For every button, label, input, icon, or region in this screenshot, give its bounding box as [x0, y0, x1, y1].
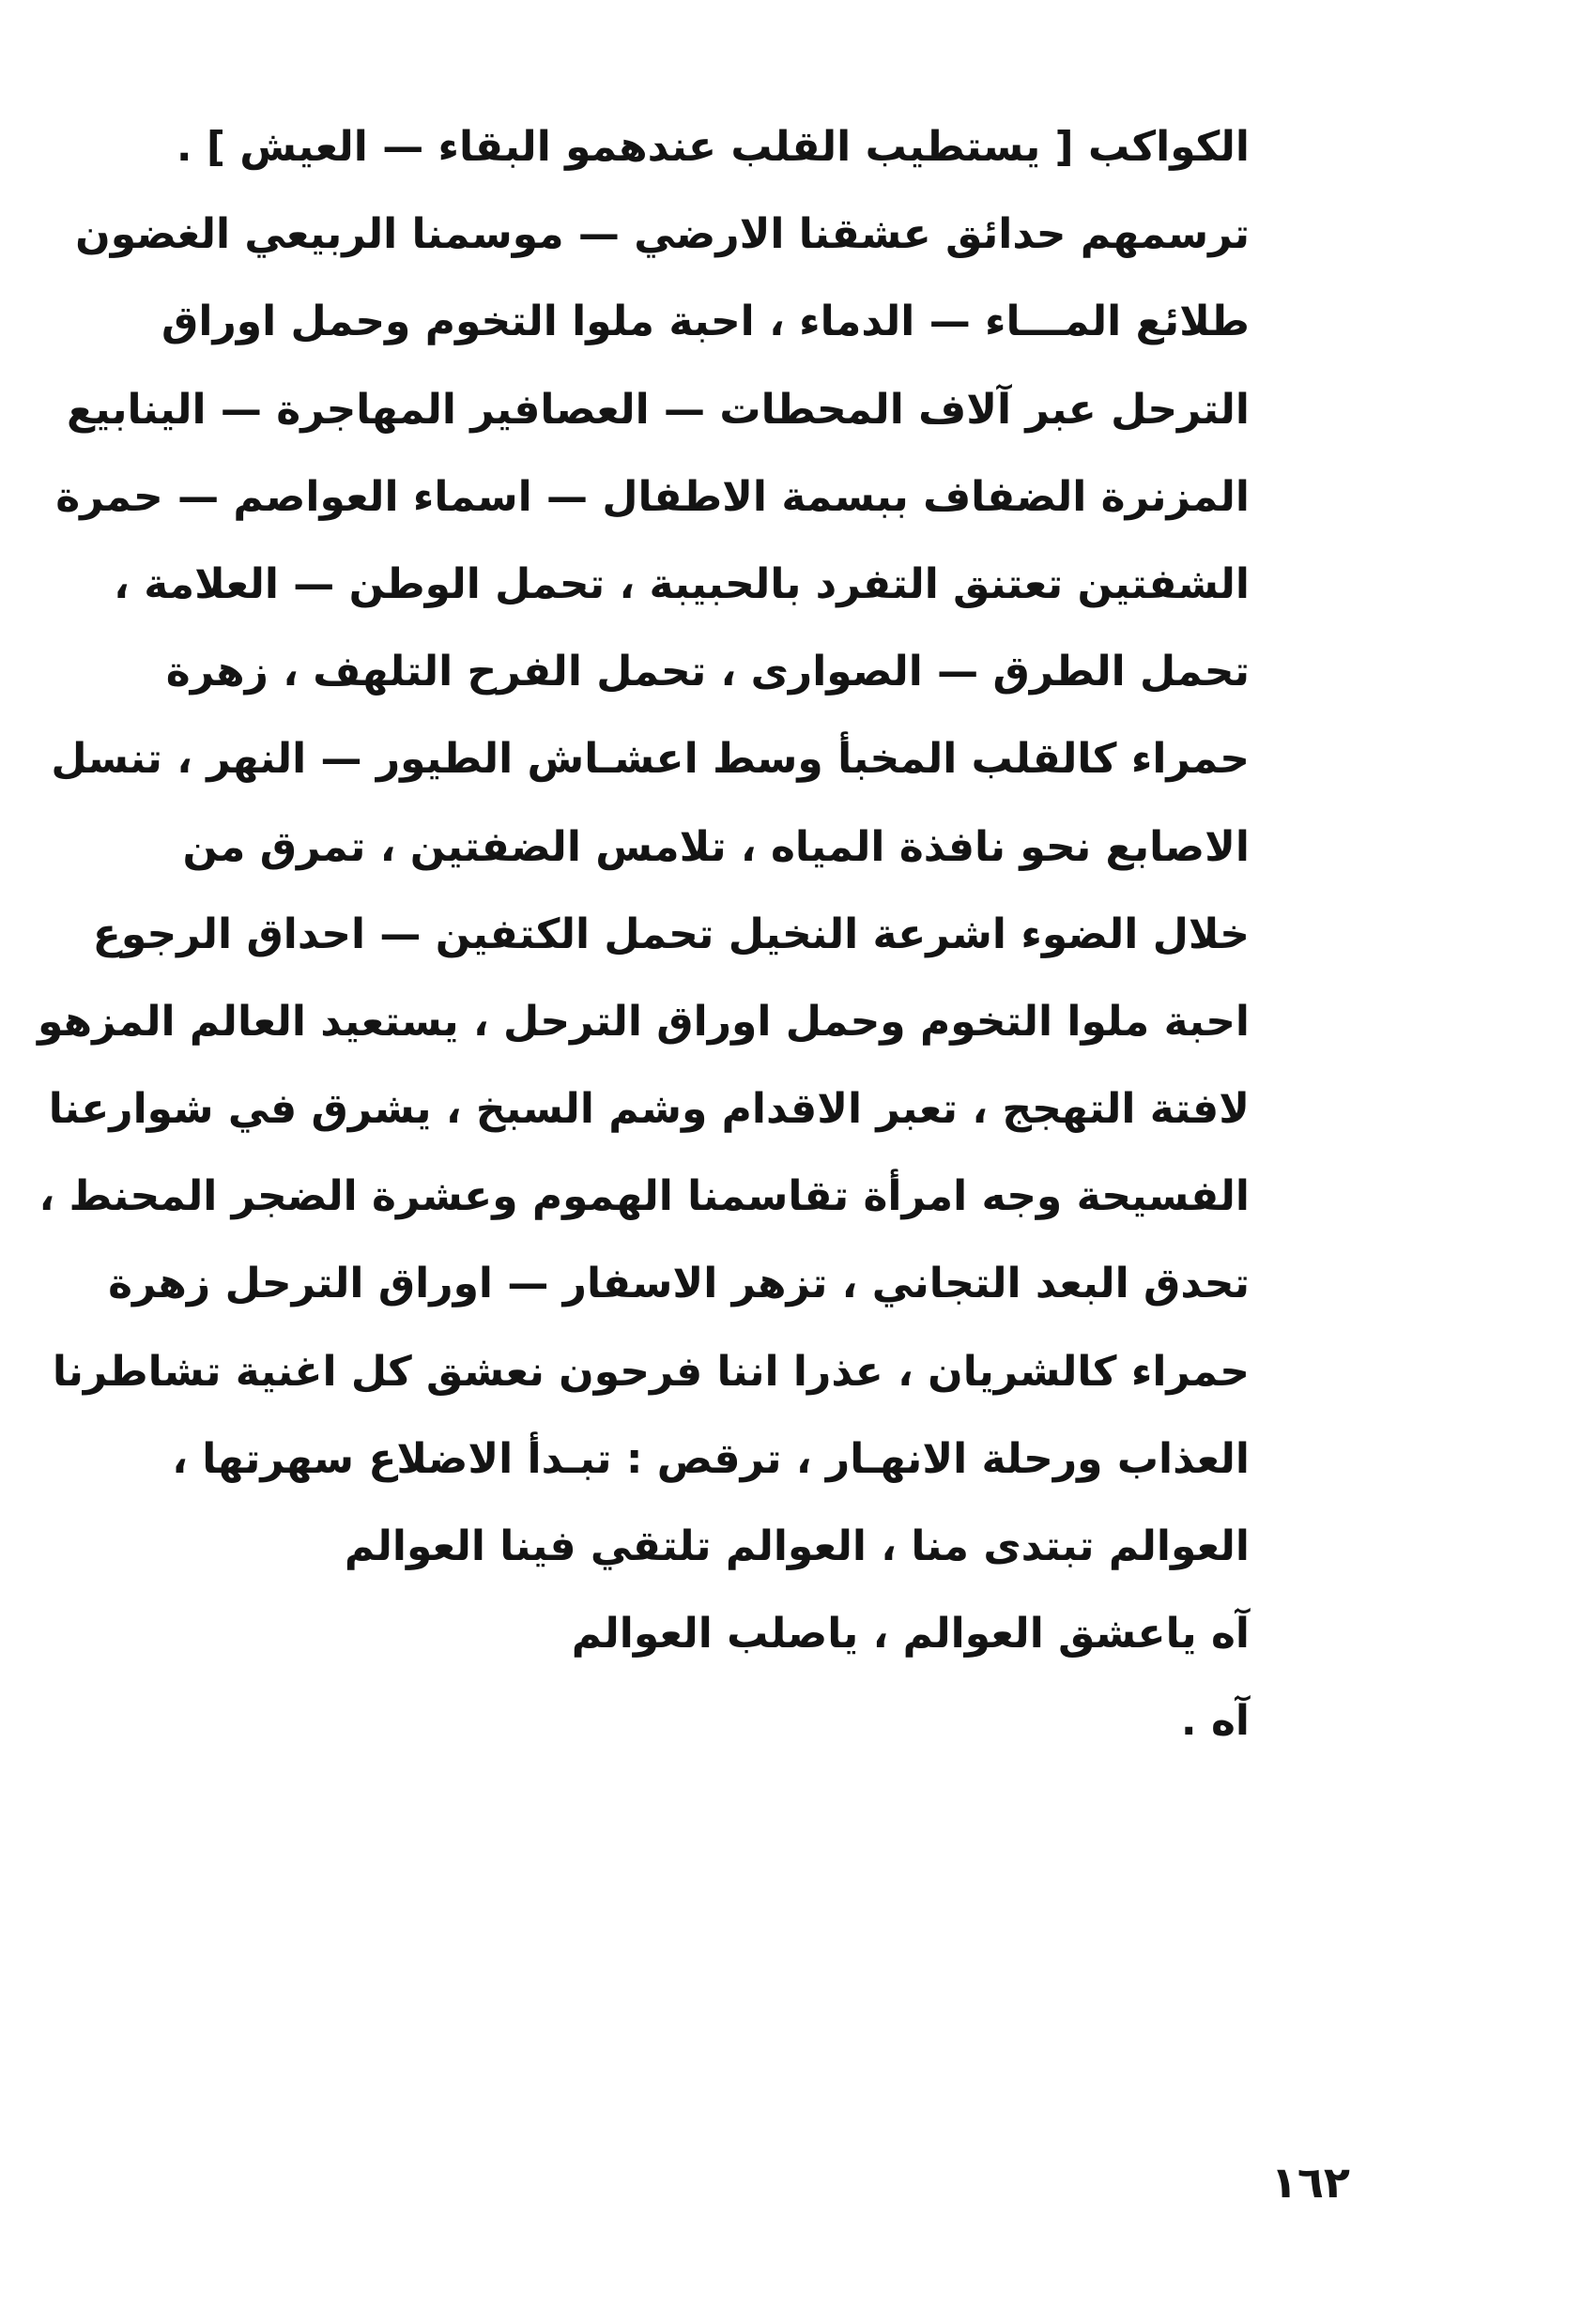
text-line-7: تحمل الطرق — الصوارى ، تحمل الفرح التلهف ، زهرة	[165, 648, 1250, 696]
text-line-5: المزنرة الضفاف ببسمة الاطفال — اسماء العواصم — حمرة	[55, 472, 1250, 521]
text-line-19: آه .	[1180, 1697, 1250, 1746]
text-line-15: حمراء كالشريان ، عذرا اننا فرحون نعشق كل اغنية تشاطرنا	[52, 1347, 1250, 1396]
text-line-6: الشفتين تعتنق التفرد بالحبيبة ، تحمل الوطن — العلامة ،	[114, 559, 1250, 608]
text-line-17: العوالم تبتدى منا ، العوالم تلتقي فينا العوالم	[344, 1522, 1250, 1570]
text-line-14: تحدق البعد التجاني ، تزهر الاسفار — اوراق الترحل زهرة	[108, 1260, 1250, 1308]
text-line-2: ترسمهم حدائق عشقنا الارضي — موسمنا الربيعي الغضون	[75, 210, 1250, 259]
text-line-9: الاصابع نحو نافذة المياه ، تلامس الضفتين ، تمرق من	[182, 822, 1250, 871]
text-line-3: طلائع المـــاء — الدماء ، احبة ملوا التخوم وحمل اوراق	[161, 298, 1250, 346]
text-line-16: العذاب ورحلة الانهـار ، ترقص : تبـدأ الاضلاع سهرتها ،	[172, 1434, 1250, 1483]
text-line-4: الترحل عبر آلاف المحطات — العصافير المهاجرة — الينابيع	[67, 385, 1250, 434]
text-line-1: الكواكب [ يستطيب القلب عندهمو البقاء — العيش ] .	[176, 123, 1250, 171]
text-line-18: آه ياعشق العوالم ، ياصلب العوالم	[571, 1610, 1250, 1659]
text-line-10: خلال الضوء اشرعة النخيل تحمل الكتفين — احداق الرجوع	[92, 910, 1250, 958]
text-line-13: الفسيحة وجه امرأة تقاسمنا الهموم وعشرة الضجر المحنط ،	[38, 1172, 1250, 1221]
page-number: ١٦٢	[1270, 2157, 1350, 2208]
text-line-8: حمراء كالقلب المخبأ وسط اعشـاش الطيور — النهر ، تنسل	[51, 735, 1250, 784]
text-line-12: لافتة التهجج ، تعبر الاقدام وشم السبخ ، يشرق في شوارعنا	[48, 1085, 1250, 1134]
poem-text-block	[38, 103, 1250, 1766]
text-line-11: احبة ملوا التخوم وحمل اوراق الترحل ، يستعيد العالم المزهو	[38, 997, 1250, 1046]
